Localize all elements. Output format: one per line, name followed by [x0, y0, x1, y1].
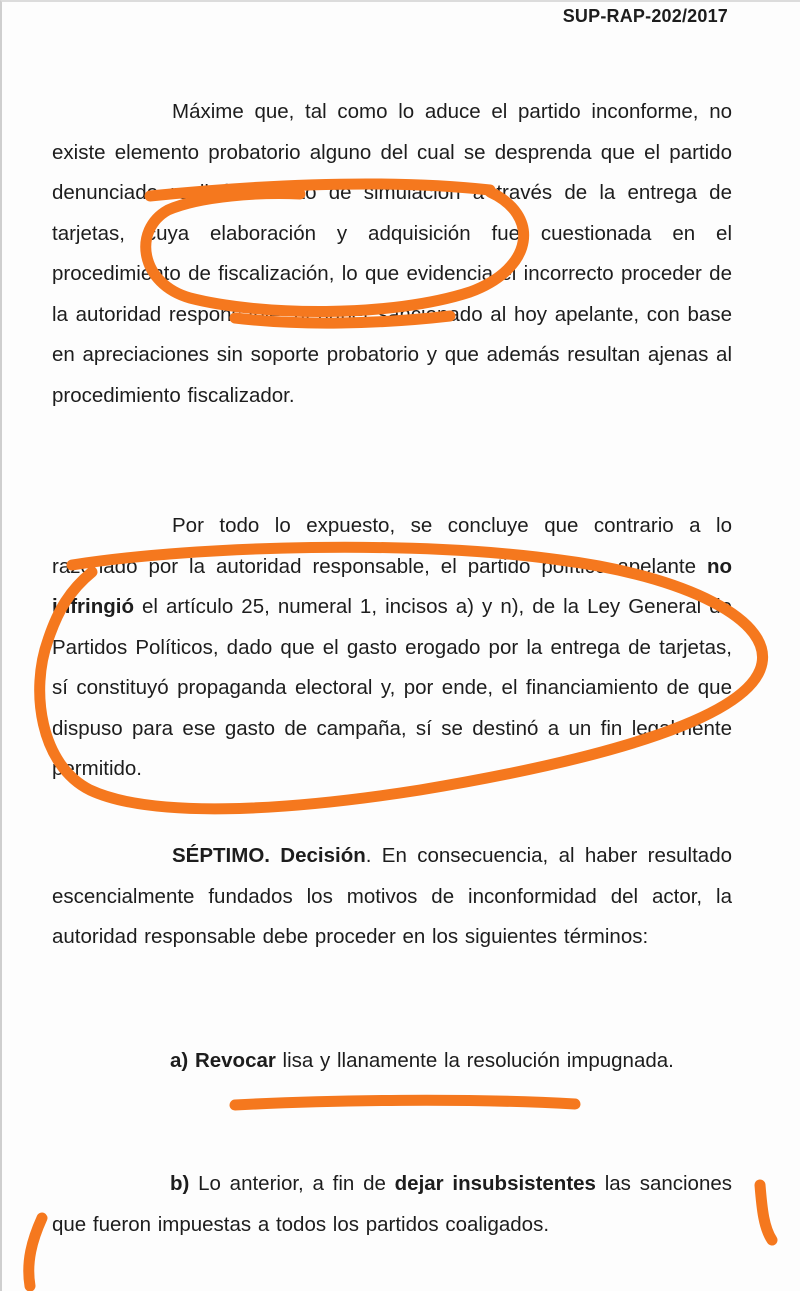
- emphasis-text: Revocar: [194, 1049, 276, 1072]
- paragraph-text: . En consecuencia, al haber resultado escencialmente fundados los motivos de inconformidad del actor, la autoridad responsable debe proceder en los siguientes términos:: [52, 844, 732, 948]
- paragraph-conclusion: [52, 506, 732, 790]
- paragraph-text: Por todo lo expuesto, se concluye que contrario a lo razonado por la autoridad responsable, el partido político apelante: [52, 514, 732, 578]
- paragraph-text: el artículo 25, numeral 1, incisos a) y n), de la Ley General de Partidos Políticos, dado que el gasto erogado por la entrega de tarjetas, sí constituyó propaganda electoral y, por ende, el financiamiento de que dispuso para ese gasto de campaña, sí se destinó a un fin legalmente permitido.: [52, 595, 732, 780]
- section-heading: SÉPTIMO. Decisión: [172, 844, 366, 867]
- emphasis-text: dejar insubsistentes: [394, 1172, 596, 1195]
- case-number-header: SUP-RAP-202/2017: [562, 6, 728, 26]
- list-marker: a): [170, 1049, 189, 1072]
- paragraph-argument: [52, 92, 732, 416]
- paragraph-text: Lo anterior, a fin de: [189, 1172, 395, 1195]
- list-item-b: [52, 1164, 732, 1245]
- paragraph-text: las sanciones que fueron impuestas a todos los partidos coaligados.: [52, 1172, 733, 1236]
- paragraph-decision: [52, 836, 732, 958]
- paragraph-text: Máxime que, tal como lo aduce el partido inconforme, no existe elemento probatorio alguno del cual se desprenda que el partido denunciado realizó un acto de simulación a través de la entrega de tarjetas, cuya elaboración y adquisición fue cuestionada en el procedimiento de fiscalización, lo que evidencia el incorrecto proceder de la autoridad responsable, al haber sancionado al hoy apelante, con base en apreciaciones sin soporte probatorio y que además resultan ajenas al procedimiento fiscalizador.: [52, 100, 732, 407]
- emphasis-text: no infringió: [52, 554, 732, 618]
- paragraph-text: lisa y llanamente la resolución impugnada.: [275, 1049, 674, 1072]
- list-item-a: [52, 1041, 732, 1082]
- list-marker: b): [170, 1172, 190, 1195]
